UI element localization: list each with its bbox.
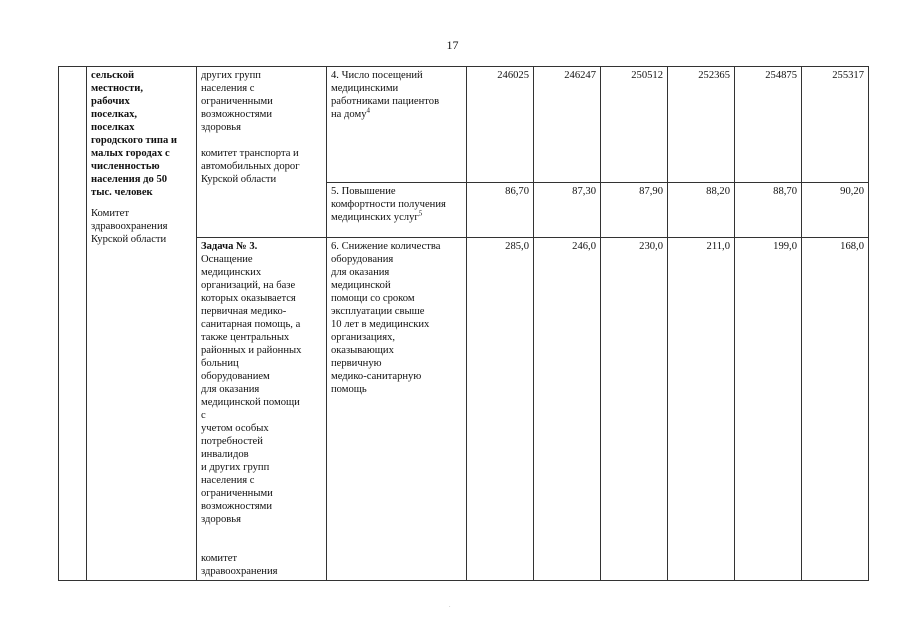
value-cell: 87,90 (601, 183, 668, 238)
value-cell: 87,30 (534, 183, 601, 238)
table-row (59, 67, 869, 183)
indicator-cell (327, 67, 467, 183)
value-cell: 254875 (735, 67, 802, 183)
value-cell: 88,70 (735, 183, 802, 238)
value-cell: 246247 (534, 67, 601, 183)
responsible-executor: Комитет здравоохранения Курской области (91, 208, 168, 245)
indicator-text: 4. Число посещений медицинскими работниками пациентов на дому (331, 70, 440, 120)
page-number: 17 (446, 38, 459, 52)
target-group-text: сельской местности, рабочих поселках, поселках городского типа и малых городах с численностью населения до 50 тыс. человек (91, 70, 178, 198)
indicator-cell (327, 183, 467, 238)
scan-speck: . (449, 603, 451, 609)
task-description: Оснащение медицинских организаций, на базе которых оказывается первичная медико- санитарная помощь, а также центральных районных и районных больниц оборудованием для оказания медицинской помощи с учетом особых потребностей инвалидов и других групп населения с ограниченными возможностями здоровья комитет здравоохранения (201, 254, 302, 577)
value-cell: 252365 (668, 67, 735, 183)
value-cell: 168,0 (802, 238, 869, 581)
program-indicators-table (58, 66, 869, 581)
value-cell: 86,70 (467, 183, 534, 238)
target-group-cell (87, 67, 197, 581)
footnote-mark: 4 (366, 106, 371, 115)
activity-cell: других групп населения с ограниченными возможностями здоровья комитет транспорта и автомобильных дорог Курской области (197, 67, 327, 238)
value-cell: 246,0 (534, 238, 601, 581)
value-cell: 211,0 (668, 238, 735, 581)
row-number-cell (59, 67, 87, 581)
value-cell: 199,0 (735, 238, 802, 581)
footnote-mark: 5 (418, 209, 423, 218)
value-cell: 255317 (802, 67, 869, 183)
value-cell: 250512 (601, 67, 668, 183)
value-cell: 230,0 (601, 238, 668, 581)
value-cell: 285,0 (467, 238, 534, 581)
task-title: Задача № 3. (201, 241, 258, 252)
indicator-text: 6. Снижение количества оборудования для оказания медицинской помощи со сроком эксплуатации свыше 10 лет в медицинских организациях, оказывающих первичную медико-санитарную помощь (331, 241, 441, 395)
indicator-cell (327, 238, 467, 581)
value-cell: 88,20 (668, 183, 735, 238)
value-cell: 246025 (467, 67, 534, 183)
task-cell (197, 238, 327, 581)
value-cell: 90,20 (802, 183, 869, 238)
indicator-text: 5. Повышение комфортности получения медицинских услуг (331, 186, 446, 223)
